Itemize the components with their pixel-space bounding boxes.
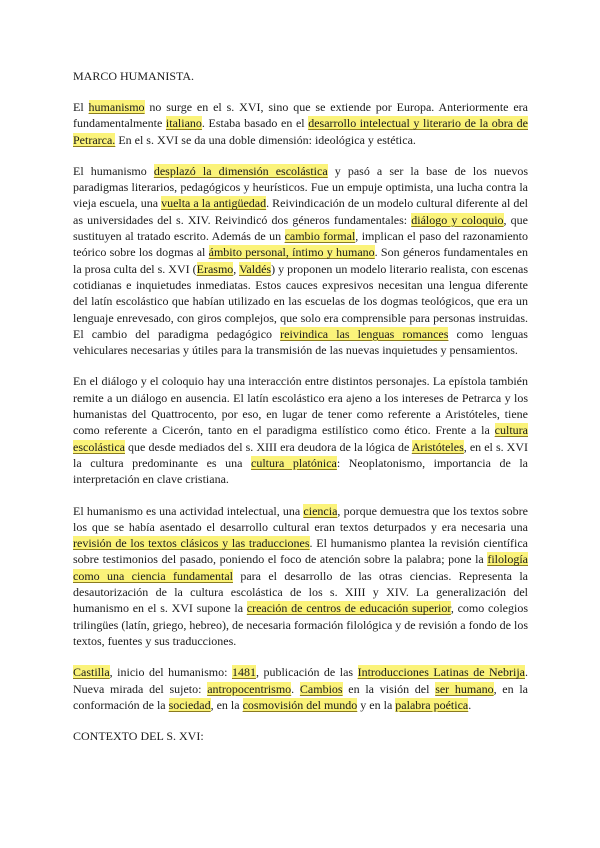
text-run: : Neoplatonismo, importancia de la interpretación en clave cristiana. xyxy=(73,455,528,487)
highlighted-text: ámbito personal, íntimo y humano xyxy=(208,245,375,260)
highlighted-text: revisión de los textos clásicos y las traducciones xyxy=(73,536,310,551)
highlighted-text: palabra poética xyxy=(395,697,469,712)
text-run: , porque demuestra que los textos sobre los que se había asentado el desarrollo cultural eran textos deturpados y era necesaria una xyxy=(73,503,529,534)
text-run: . xyxy=(291,681,300,696)
text-run: El humanismo xyxy=(73,163,154,178)
text-run: para el desarrollo de las otras ciencias. Representa la desautorización de la cultura escolástica de los s. XIII y XIV. La generalización del humanismo en el s. XVI supone la xyxy=(73,568,528,616)
highlighted-text: cultura platónica xyxy=(251,455,337,470)
highlighted-text: creación de centros de educación superior xyxy=(246,601,451,616)
highlighted-text: 1481 xyxy=(231,665,256,680)
text-run: y pasó a ser la base de los nuevos paradigmas literarios, pedagógicos y heurísticos. Fue un empuje optimista, una lucha contra la vieja escuela, una xyxy=(73,163,529,211)
paragraph-1 xyxy=(73,99,528,148)
highlighted-text: humanismo xyxy=(88,100,145,114)
highlighted-text: Valdés xyxy=(239,261,272,276)
highlighted-text: cambio formal xyxy=(284,229,356,244)
paragraph-5 xyxy=(73,664,528,713)
highlighted-text: antropocentrismo xyxy=(207,681,292,696)
text-run: El humanismo es una actividad intelectual, una xyxy=(73,503,304,518)
section-title-contexto: CONTEXTO DEL S. XVI: xyxy=(73,729,204,744)
highlighted-text: filología como una ciencia fundamental xyxy=(73,552,528,583)
highlighted-text: Introducciones Latinas de Nebrija xyxy=(357,665,525,680)
document-body xyxy=(73,68,528,759)
highlighted-text: ciencia xyxy=(303,503,338,518)
text-run: El xyxy=(73,100,89,114)
highlighted-text: desarrollo intelectual y literario de la obra de Petrarca. xyxy=(73,116,529,147)
highlighted-text: Erasmo xyxy=(196,261,234,276)
paragraphs-container xyxy=(73,99,528,713)
highlighted-text: Aristóteles xyxy=(411,439,464,454)
highlighted-text: sociedad xyxy=(168,697,211,712)
text-run: , xyxy=(233,261,240,276)
text-run: , en la conformación de la xyxy=(73,681,529,712)
text-run: que desde mediados del s. XIII era deudora de la lógica de xyxy=(124,439,412,454)
text-run: , que sustituyen al tratado escrito. Además de un xyxy=(73,212,528,244)
text-run: no surge en el s. XVI, sino que se extiende por Europa. Anteriormente era fundamentalmente xyxy=(73,100,528,131)
highlighted-text: reivindica las lenguas romances xyxy=(280,326,449,341)
text-run: , implican el paso del razonamiento teórico sobre los dogmas al xyxy=(73,229,529,260)
text-run: , publicación de las xyxy=(255,665,358,680)
text-run: , inicio del humanismo: xyxy=(109,665,232,680)
text-run: . Nueva mirada del sujeto: xyxy=(73,665,528,696)
text-run: . Reivindicación de un modelo cultural diferente al del as universidades del s. XIV. Reivindicó dos géneros fundamentales: xyxy=(73,196,528,227)
highlighted-text: italiano xyxy=(165,116,202,131)
text-run: en la visión del xyxy=(342,681,436,696)
highlighted-text: cultura escolástica xyxy=(73,423,528,454)
highlighted-text: vuelta a la antigüedad xyxy=(161,196,267,211)
highlighted-text: cosmovisión del mundo xyxy=(242,697,358,712)
highlighted-text: desplazó la dimensión escolástica xyxy=(153,163,328,178)
text-run: como lenguas vehiculares necesarias y útiles para la transmisión de las nuevas inquietudes y pensamientos. xyxy=(73,326,528,358)
highlighted-text: diálogo y coloquio xyxy=(411,212,504,227)
text-run: . El humanismo plantea la revisión científica sobre testimonios del pasado, poniendo el foco de atención sobre la palabra; pone la xyxy=(73,536,529,567)
text-run: . Estaba basado en el xyxy=(201,116,309,131)
text-run: . xyxy=(468,697,472,712)
paragraph-4 xyxy=(73,503,528,650)
highlighted-text: ser humano xyxy=(435,681,494,696)
paragraph-3 xyxy=(73,373,528,487)
text-run: , en la xyxy=(210,697,243,712)
highlighted-text: Castilla xyxy=(73,665,110,680)
paragraph-2 xyxy=(73,163,528,359)
text-run: . Son géneros fundamentales en la prosa culta del s. XVI ( xyxy=(73,245,528,276)
text-run: En el diálogo y el coloquio hay una interacción entre distintos personajes. La epístola también remite a un diálogo en ausencia. El latín escolástico era ajeno a los intereses de Petrarca y los humanistas del Quattrocento, por eso, en lugar de tener como referente a Aristóteles, tiene como referente a Cicerón, tanto en el paradigma estilístico como ético. Frente a la xyxy=(73,374,528,438)
section-title-marco-humanista: MARCO HUMANISTA. xyxy=(73,69,195,83)
text-run: , en el s. XVI la cultura predominante es una xyxy=(73,439,529,470)
text-run: En el s. XVI se da una doble dimensión: ideológica y estética. xyxy=(115,132,416,147)
text-run: , como colegios trilingües (latín, griego, hebreo), de necesaria formación filológica y de revisión a fondo de los textos, fuentes y sus traducciones. xyxy=(73,601,528,648)
text-run: ) y proponen un modelo literario realista, con escenas cotidianas e inquietudes inmediatas. Estos cauces expresivos necesitan una lengua diferente del latín escolástico que habían utilizado en las escuelas de los dogmas teológicos, que era un lenguaje enrevesado, con giros complejos, que solo era comprensible para personas instruidas. El cambio del paradigma pedagógico xyxy=(73,261,529,341)
text-run: y en la xyxy=(357,697,396,712)
highlighted-text: Cambios xyxy=(299,681,343,696)
